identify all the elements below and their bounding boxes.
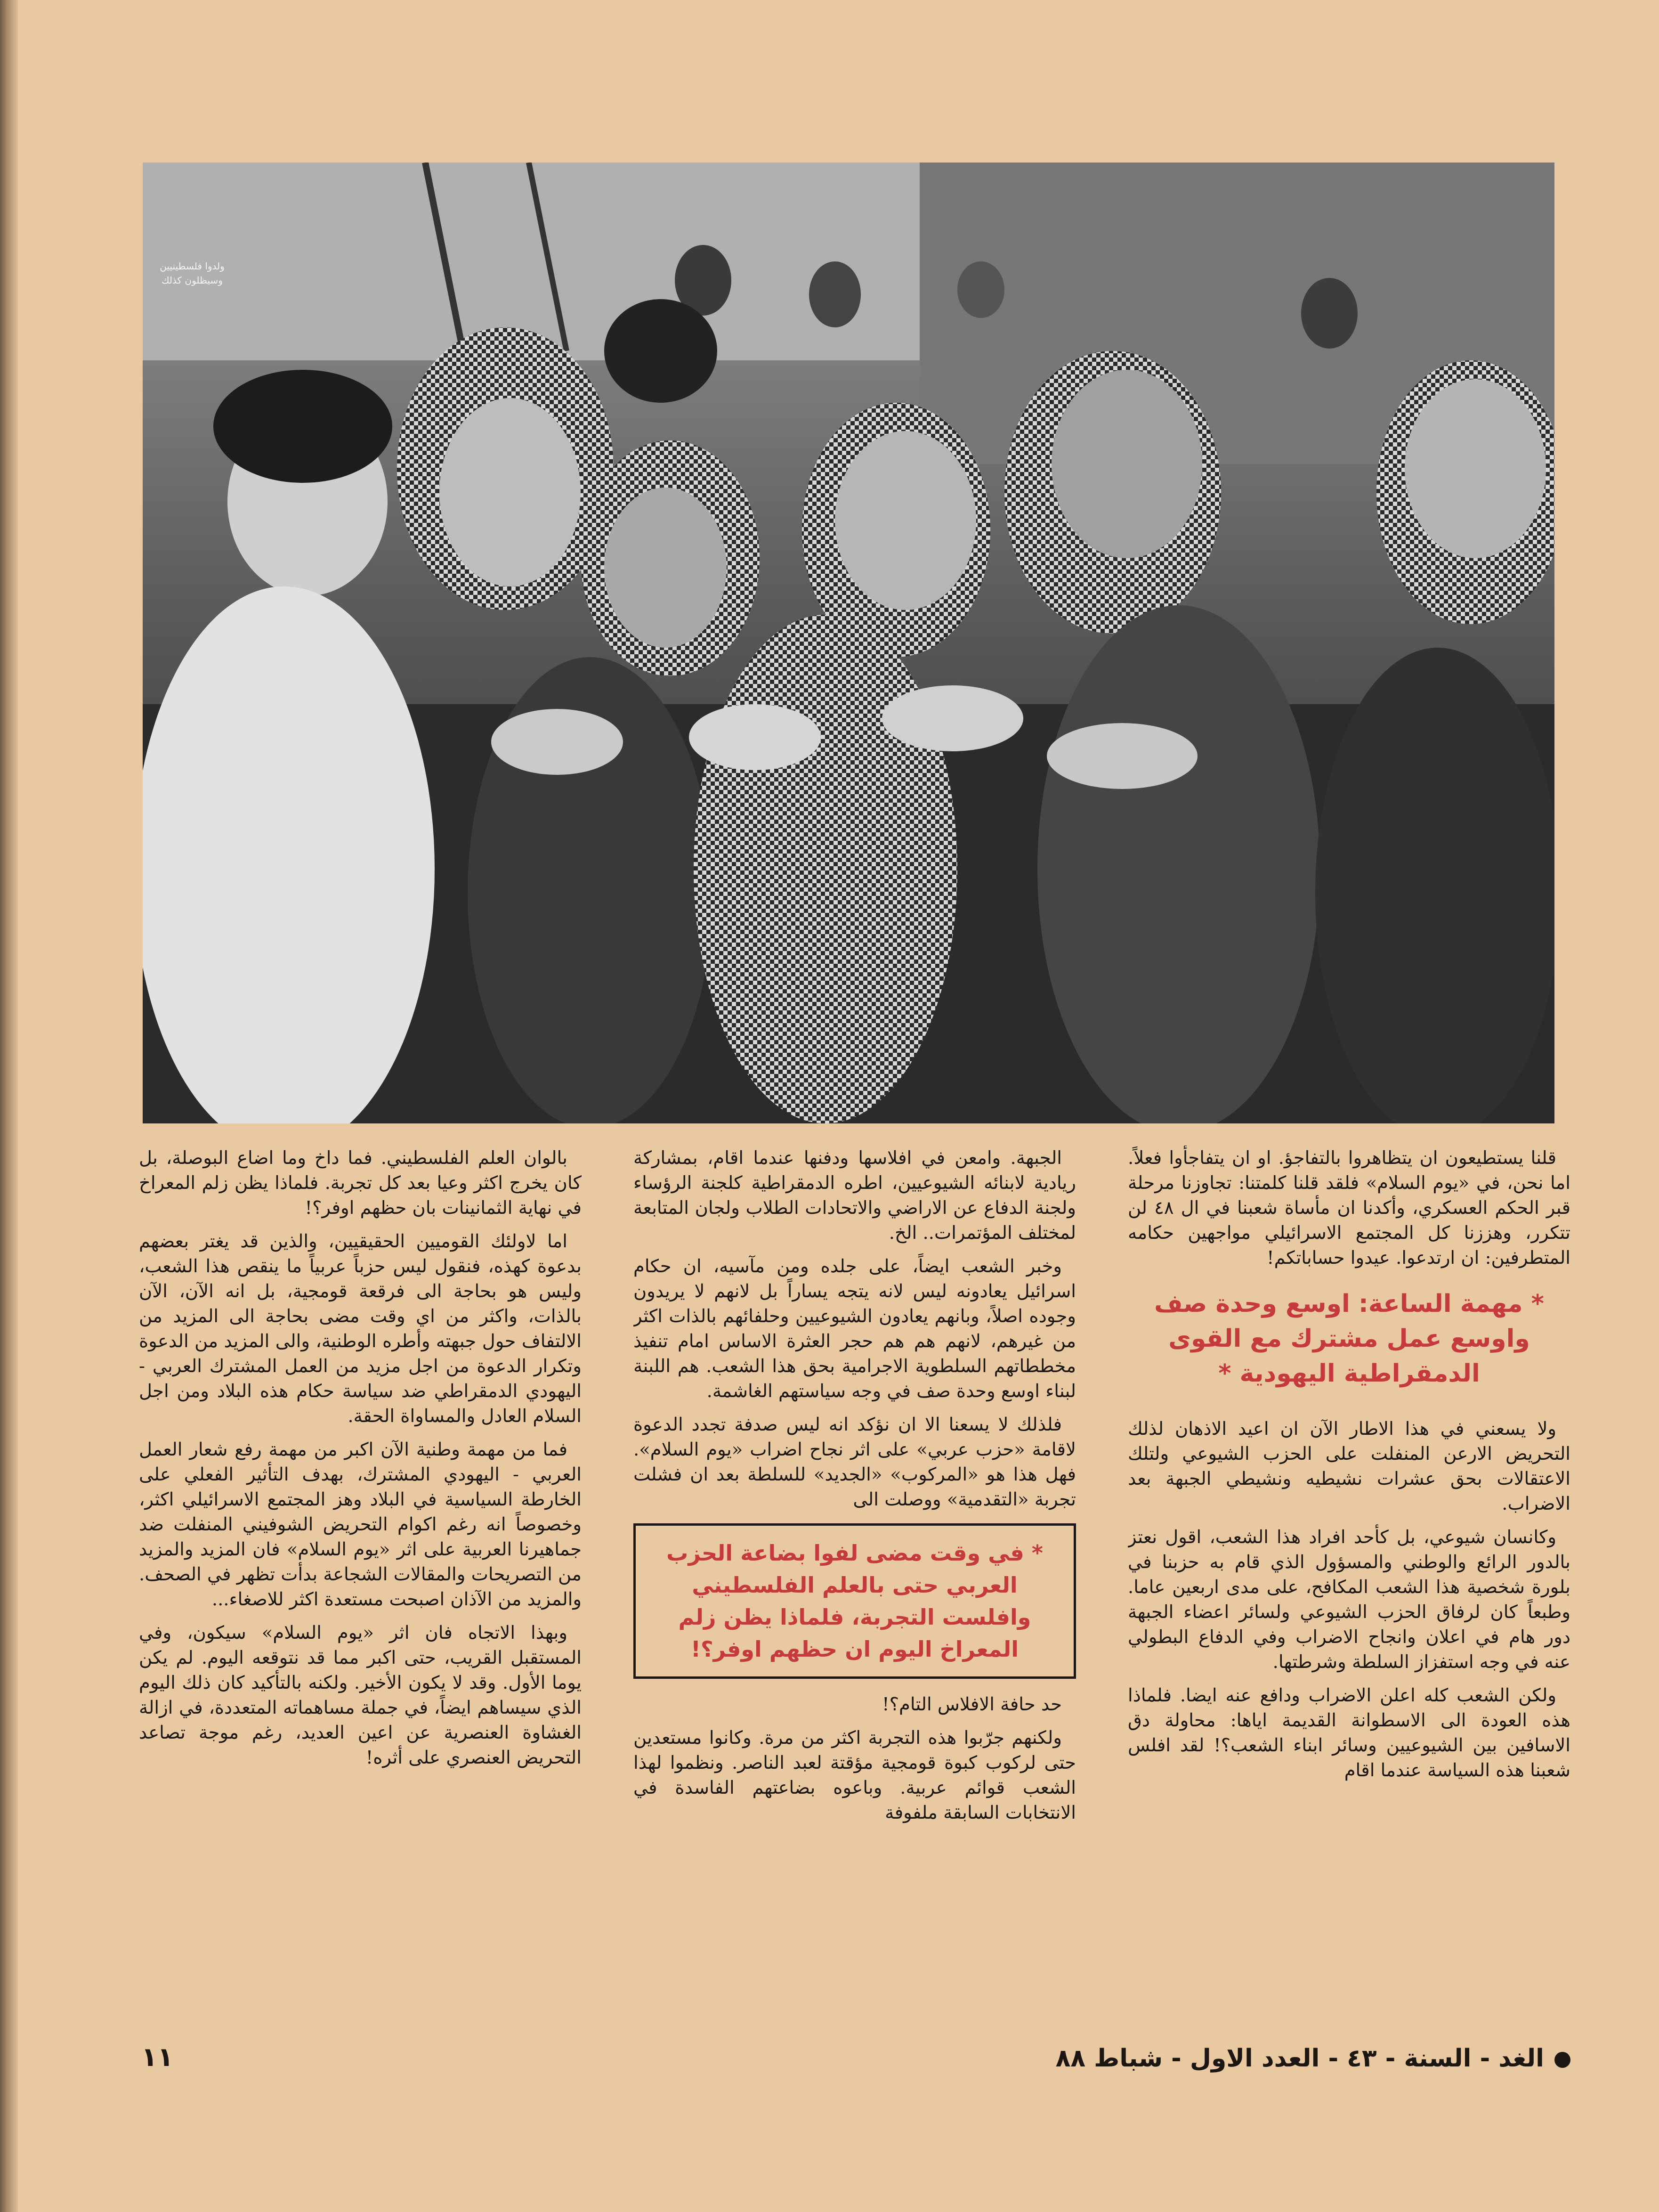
page-footer — [939, 2044, 1570, 2073]
protest-photo — [143, 163, 1554, 1123]
photo-caption-line: وسيظلون كذلك — [162, 275, 223, 286]
paragraph: فلذلك لا يسعنا الا ان نؤكد انه ليس صدفة تجدد الدعوة لاقامة «حزب عربي» على اثر نجاح اضراب «يوم السلام». فهل هذا هو «المركوب» «الجديد» للسلطة بعد ان فشلت تجربة «التقدمية» ووصلت الى — [633, 1414, 1076, 1510]
paragraph: حد حافة الافلاس التام؟! — [882, 1694, 1062, 1715]
article-column-middle — [633, 1146, 1076, 1989]
masthead-line: الغد - السنة - ٤٣ - العدد الاول - شباط ٨٨ — [1055, 2044, 1544, 2073]
article-column-left — [139, 1146, 582, 1989]
paragraph: بالوان العلم الفلسطيني. فما داخ وما اضاع البوصلة، بل كان يخرج اكثر وعيا بعد كل تجربة. فلماذا يظن زلم المعراخ في نهاية الثمانينات بان حظهم اوفر؟! — [139, 1147, 582, 1219]
photo-caption-line: ولدوا فلسطينيين — [160, 260, 225, 272]
pull-quote: * مهمة الساعة: اوسع وحدة صف واوسع عمل مشترك مع القوى الدمقراطية اليهودية * — [1154, 1290, 1544, 1388]
paragraph: اما لاولئك القوميين الحقيقيين، والذين قد يغتر بعضهم بدعوة كهذه، فنقول ليس حزباً عربياً ما ينقص هذا الشعب، وليس هو بحاجة الى فرقعة قومجية، بل انه الآن، الآن بالذات، واكثر من اي وقت مضى بحاجة الى المزيد من الالتفاف حول جبهته وأطره الوطنية، والى المزيد من الدعوة وتكرار الدعوة من اجل مزيد من العمل المشترك العربي - اليهودي الدمقراطي ضد سياسة حكام هذه البلاد ومن اجل السلام العادل والمساواة الحقة. — [139, 1231, 582, 1427]
paragraph: الجبهة. وامعن في افلاسها ودفنها عندما اقام، بمشاركة ريادية لابنائه الشيوعيين، اطره الدمقراطية كلجنة الرؤساء ولجنة الدفاع عن الاراضي والاتحادات الطلاب ولجان المتابعة لمختلف المؤتمرات.. الخ. — [633, 1147, 1076, 1244]
binding-edge — [0, 0, 18, 2212]
paragraph: وبهذا الاتجاه فان اثر «يوم السلام» سيكون، وفي المستقبل القريب، حتى اكبر مما قد نتوقعه اليوم. لم يكن يوما الأول. وقد لا يكون الأخير. ولكنه بالتأكيد كان ذلك اليوم الذي سيساهم ايضاً، في جملة مساهماته المتعددة، في ازالة الغشاوة العنصرية عن اعين العديد، رغم موجة تصاعد التحريض العنصري على أثره! — [139, 1622, 582, 1768]
paragraph: ولكن الشعب كله اعلن الاضراب ودافع عنه ايضا. فلماذا هذه العودة الى الاسطوانة القديمة اياها: محاولة دق الاسافين بين الشيوعيين وسائر ابناء الشعب؟! لقد افلس شعبنا هذه السياسة عندما اقام — [1128, 1685, 1570, 1781]
paragraph: ولا يسعني في هذا الاطار الآن ان اعيد الاذهان لذلك التحريض الارعن المنفلت على الحزب الشيوعي ولتلك الاعتقالات بحق عشرات نشيطيه ونشيطي الجبهة بعد الاضراب. — [1128, 1418, 1570, 1514]
paragraph: وخبر الشعب ايضاً، على جلده ومن مآسيه، ان حكام اسرائيل يعادونه ليس لانه يتجه يساراً بل لانهم لا يريدون وجوده اصلاً، وبانهم يعادون الشيوعيين وحلفائهم بالذات اكثر من غيرهم، لانهم هم هم حجر العثرة الاساس امام تنفيذ مخططاتهم السلطوية الاجرامية بحق هذا الشعب. هم اللبنة لبناء اوسع وحدة صف في وجه سياستهم الغاشمة. — [633, 1256, 1076, 1402]
photo-caption — [152, 259, 232, 287]
bullet-icon — [1554, 2052, 1570, 2068]
paragraph: ولكنهم جرّبوا هذه التجربة اكثر من مرة. وكانوا مستعدين حتى لركوب كبوة قومجية مؤقتة لعبد الناصر. ونظموا لهذا الشعب قوائم عربية. وباعوه بضاعتهم الفاسدة في الانتخابات السابقة ملفوفة — [633, 1727, 1076, 1823]
boxed-pull-quote: * في وقت مضى لفوا بضاعة الحزب العربي حتى بالعلم الفلسطيني وافلست التجربة، فلماذا يظن زلم المعراخ اليوم ان حظهم اوفر؟! — [633, 1523, 1076, 1679]
paragraph: وكانسان شيوعي، بل كأحد افراد هذا الشعب، اقول نعتز بالدور الرائع والوطني والمسؤول الذي قام به حزبنا في بلورة شخصية هذا الشعب المكافح، على مدى اربعين عاما. وطبعاً كان لرفاق الحزب الشيوعي ولسائر اعضاء الجبهة دور هام في اعلان وانجاح الاضراب وفي الدفاع البطولي عنه في وجه استفزاز السلطة وشرطتها. — [1128, 1527, 1570, 1673]
page-number: ١١ — [141, 2042, 174, 2073]
paragraph: فما من مهمة وطنية الآن اكبر من مهمة رفع شعار العمل العربي - اليهودي المشترك، بهدف التأثير الفعلي على الخارطة السياسية في البلاد وهز المجتمع الاسرائيلي اكثر، وخصوصاً انه رغم اكوام التحريض الشوفيني المنفلت ضد جماهيرنا العربية على اثر «يوم السلام» فان المزيد والمزيد من التصريحات والمقالات الشجاعة بدأت تظهر في الصحف. والمزيد من الآذان اصبحت مستعدة اكثر للاصغاء... — [139, 1439, 582, 1610]
protest-photo-illustration — [143, 163, 1554, 1123]
paragraph: قلنا يستطيعون ان يتظاهروا بالتفاجؤ. او ان يتفاجأوا فعلاً. اما نحن، في «يوم السلام» فلقد قلنا كلمتنا: تجاوزنا مرحلة قبر الحكم العسكري، وأكدنا ان مأساة شعبنا في ال ٤٨ لن تتكرر، وهززنا كل المجتمع الاسرائيلي مواجهين حكامه المتطرفين: ان ارتدعوا. عيدوا حساباتكم! — [1128, 1147, 1570, 1269]
article-column-right — [1128, 1146, 1570, 1989]
